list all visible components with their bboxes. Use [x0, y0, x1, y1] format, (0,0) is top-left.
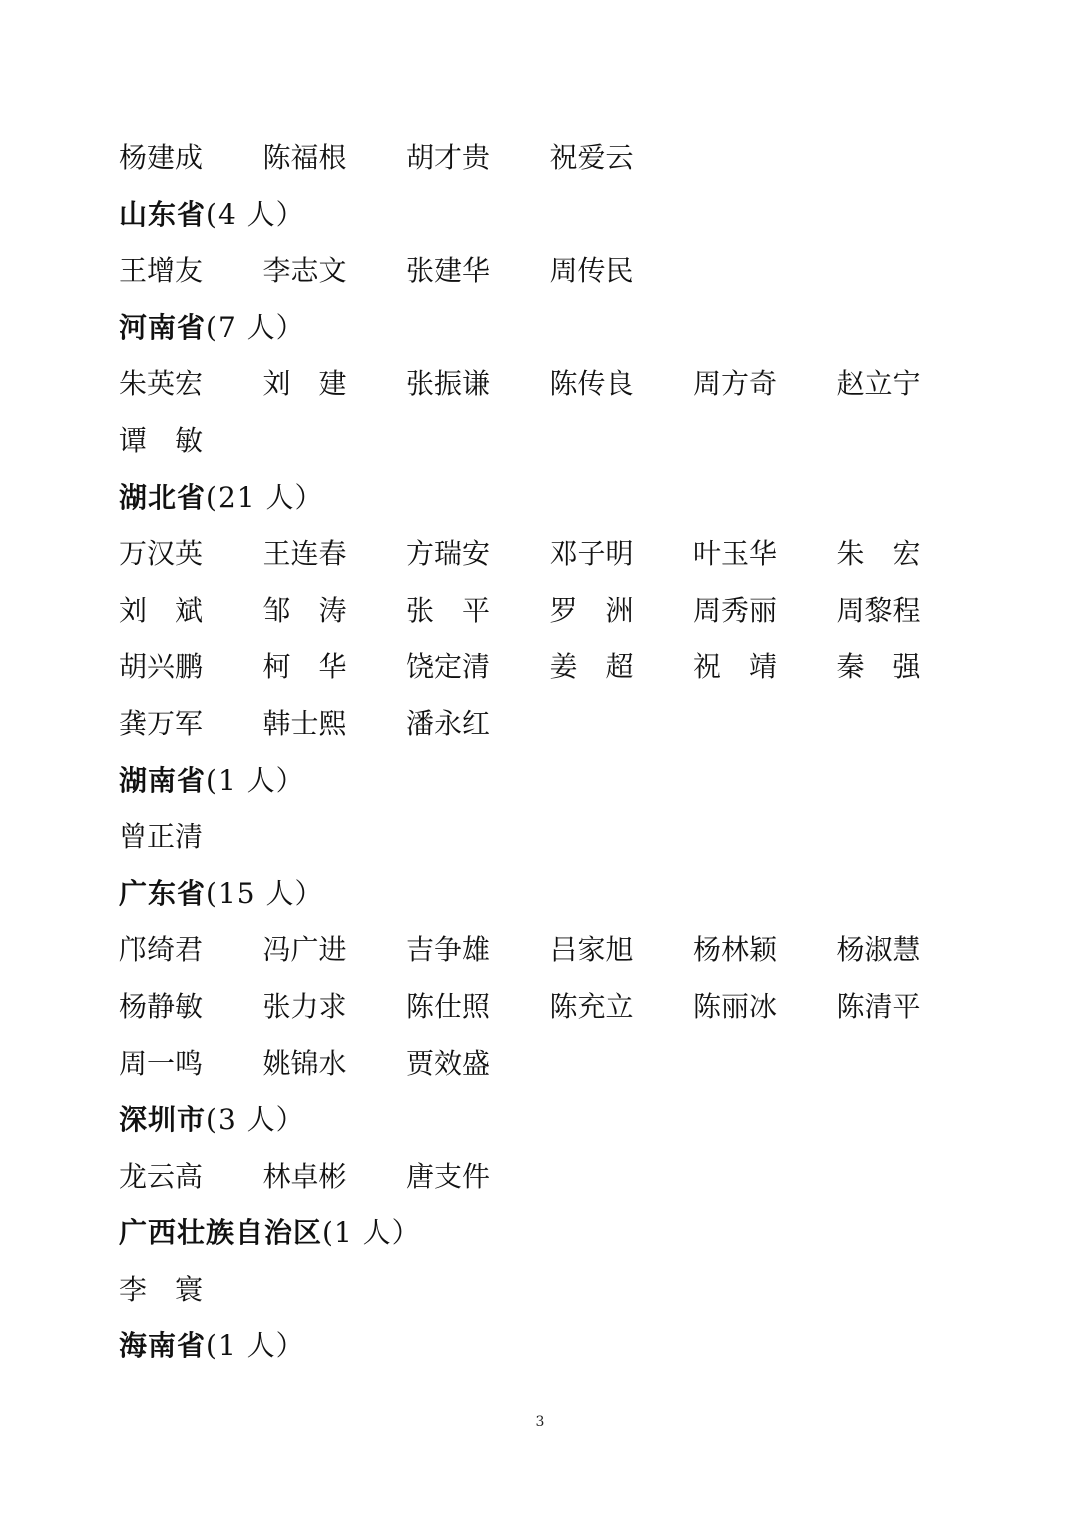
person-name-text: 周方奇 [693, 367, 778, 401]
person-name [693, 979, 837, 1036]
person-name [550, 922, 694, 979]
region-title: 湖南省 [119, 763, 207, 797]
person-name-text: 陈清平 [836, 989, 921, 1023]
region-count: (1 人） [206, 763, 305, 797]
region-heading [119, 187, 979, 244]
name-row [119, 526, 979, 583]
person-name [263, 922, 407, 979]
person-name-text: 叶玉华 [693, 537, 778, 571]
person-name-text: 姚锦水 [262, 1046, 347, 1080]
region-heading [119, 866, 979, 923]
person-name-text: 龙云高 [119, 1159, 204, 1193]
person-name [263, 639, 407, 696]
person-name-text: 李 寰 [119, 1272, 204, 1306]
person-name [119, 696, 263, 753]
person-name [119, 583, 263, 640]
person-name-text: 方瑞安 [406, 537, 491, 571]
name-row [119, 243, 979, 300]
person-name-text: 祝 靖 [693, 650, 778, 684]
person-name [406, 356, 550, 413]
person-name-text: 柯 华 [262, 650, 347, 684]
region-title: 海南省 [119, 1329, 207, 1363]
person-name-text: 朱英宏 [119, 367, 204, 401]
person-name [837, 922, 981, 979]
person-name [406, 526, 550, 583]
name-row [119, 130, 979, 187]
person-name [119, 356, 263, 413]
person-name [550, 979, 694, 1036]
person-name-text: 潘永红 [406, 706, 491, 740]
person-name [263, 526, 407, 583]
region-count: (21 人） [206, 480, 324, 514]
person-name [119, 243, 263, 300]
person-name-text: 姜 超 [549, 650, 634, 684]
person-name [406, 243, 550, 300]
person-name-text: 唐支件 [406, 1159, 491, 1193]
person-name [263, 979, 407, 1036]
name-row [119, 922, 979, 979]
person-name-text: 林卓彬 [262, 1159, 347, 1193]
person-name [119, 639, 263, 696]
person-name [406, 922, 550, 979]
region-count: (15 人） [206, 876, 324, 910]
person-name [406, 130, 550, 187]
person-name [263, 243, 407, 300]
person-name [837, 979, 981, 1036]
region-count: (1 人） [322, 1216, 421, 1250]
person-name-text: 万汉英 [119, 537, 204, 571]
person-name [550, 243, 694, 300]
person-name [263, 696, 407, 753]
name-row [119, 696, 979, 753]
person-name [550, 356, 694, 413]
person-name-text: 杨建成 [119, 141, 204, 174]
person-name [263, 130, 407, 187]
person-name [263, 583, 407, 640]
name-row [119, 413, 979, 470]
person-name [406, 583, 550, 640]
region-heading [119, 753, 979, 810]
person-name-text: 张 平 [406, 593, 491, 627]
person-name-text: 王增友 [119, 254, 204, 288]
person-name [406, 639, 550, 696]
person-name-text: 陈丽冰 [693, 989, 778, 1023]
person-name [119, 809, 263, 866]
person-name-text: 朱 宏 [836, 537, 921, 571]
person-name-text: 周一鸣 [119, 1046, 204, 1080]
person-name-text: 冯广进 [262, 933, 347, 967]
region-heading [119, 1205, 979, 1262]
person-name-text: 周黎程 [836, 593, 921, 627]
name-row [119, 809, 979, 866]
person-name [550, 639, 694, 696]
person-name-text: 周秀丽 [693, 593, 778, 627]
person-name [119, 922, 263, 979]
person-name-text: 刘 建 [262, 367, 347, 401]
person-name-text: 陈福根 [262, 141, 347, 174]
region-title: 山东省 [119, 197, 207, 231]
name-row [119, 1262, 979, 1319]
person-name-text: 赵立宁 [836, 367, 921, 401]
person-name-text: 李志文 [262, 254, 347, 288]
person-name-text: 贾效盛 [406, 1046, 491, 1080]
region-heading [119, 470, 979, 527]
region-title: 广西壮族自治区 [119, 1216, 323, 1250]
person-name-text: 罗 洲 [549, 593, 634, 627]
person-name [550, 583, 694, 640]
region-title: 深圳市 [119, 1103, 207, 1137]
person-name-text: 张力求 [262, 989, 347, 1023]
person-name-text: 邝绮君 [119, 933, 204, 967]
person-name-text: 祝爱云 [549, 141, 634, 174]
person-name [837, 639, 981, 696]
region-count: (3 人） [206, 1103, 305, 1137]
person-name [693, 356, 837, 413]
person-name [263, 356, 407, 413]
name-row [119, 1149, 979, 1206]
region-count: (1 人） [206, 1329, 305, 1363]
person-name-text: 张振谦 [406, 367, 491, 401]
person-name [119, 1262, 263, 1319]
person-name-text: 陈仕照 [406, 989, 491, 1023]
name-row [119, 1036, 979, 1093]
region-heading [119, 300, 979, 357]
person-name-text: 陈传良 [549, 367, 634, 401]
person-name [263, 1036, 407, 1093]
person-name-text: 邹 涛 [262, 593, 347, 627]
region-heading [119, 1092, 979, 1149]
person-name-text: 吉争雄 [406, 933, 491, 967]
person-name [693, 526, 837, 583]
person-name [693, 639, 837, 696]
person-name-text: 邓子明 [549, 537, 634, 571]
region-count: (7 人） [206, 310, 305, 344]
person-name-text: 陈充立 [549, 989, 634, 1023]
person-name [263, 1149, 407, 1206]
person-name-text: 杨淑慧 [836, 933, 921, 967]
person-name-text: 谭 敏 [119, 423, 204, 457]
person-name-text: 杨静敏 [119, 989, 204, 1023]
region-title: 湖北省 [119, 480, 207, 514]
person-name-text: 王连春 [262, 537, 347, 571]
person-name [406, 1149, 550, 1206]
person-name [406, 1036, 550, 1093]
person-name [119, 130, 263, 187]
region-title: 广东省 [119, 876, 207, 910]
person-name [837, 583, 981, 640]
person-name-text: 饶定清 [406, 650, 491, 684]
person-name [406, 696, 550, 753]
region-count: (4 人） [206, 197, 305, 231]
person-name-text: 曾正清 [119, 820, 204, 854]
region-heading [119, 1318, 979, 1375]
person-name-text: 周传民 [549, 254, 634, 288]
person-name-text: 龚万军 [119, 706, 204, 740]
person-name [693, 922, 837, 979]
name-row [119, 356, 979, 413]
person-name [119, 413, 263, 470]
person-name-text: 韩士熙 [262, 706, 347, 740]
person-name [119, 979, 263, 1036]
person-name-text: 张建华 [406, 254, 491, 288]
person-name-text: 刘 斌 [119, 593, 204, 627]
person-name [693, 583, 837, 640]
name-row [119, 639, 979, 696]
person-name [837, 526, 981, 583]
person-name [119, 1149, 263, 1206]
person-name-text: 杨林颖 [693, 933, 778, 967]
person-name [119, 1036, 263, 1093]
person-name [837, 356, 981, 413]
person-name-text: 胡兴鹏 [119, 650, 204, 684]
page-number: 3 [535, 1414, 545, 1430]
person-name [550, 130, 694, 187]
name-row [119, 979, 979, 1036]
person-name [550, 526, 694, 583]
region-title: 河南省 [119, 310, 207, 344]
person-name [119, 526, 263, 583]
person-name-text: 秦 强 [836, 650, 921, 684]
document-body [119, 130, 979, 1375]
person-name-text: 吕家旭 [549, 933, 634, 967]
person-name-text: 胡才贵 [406, 141, 491, 174]
name-row [119, 583, 979, 640]
person-name [406, 979, 550, 1036]
